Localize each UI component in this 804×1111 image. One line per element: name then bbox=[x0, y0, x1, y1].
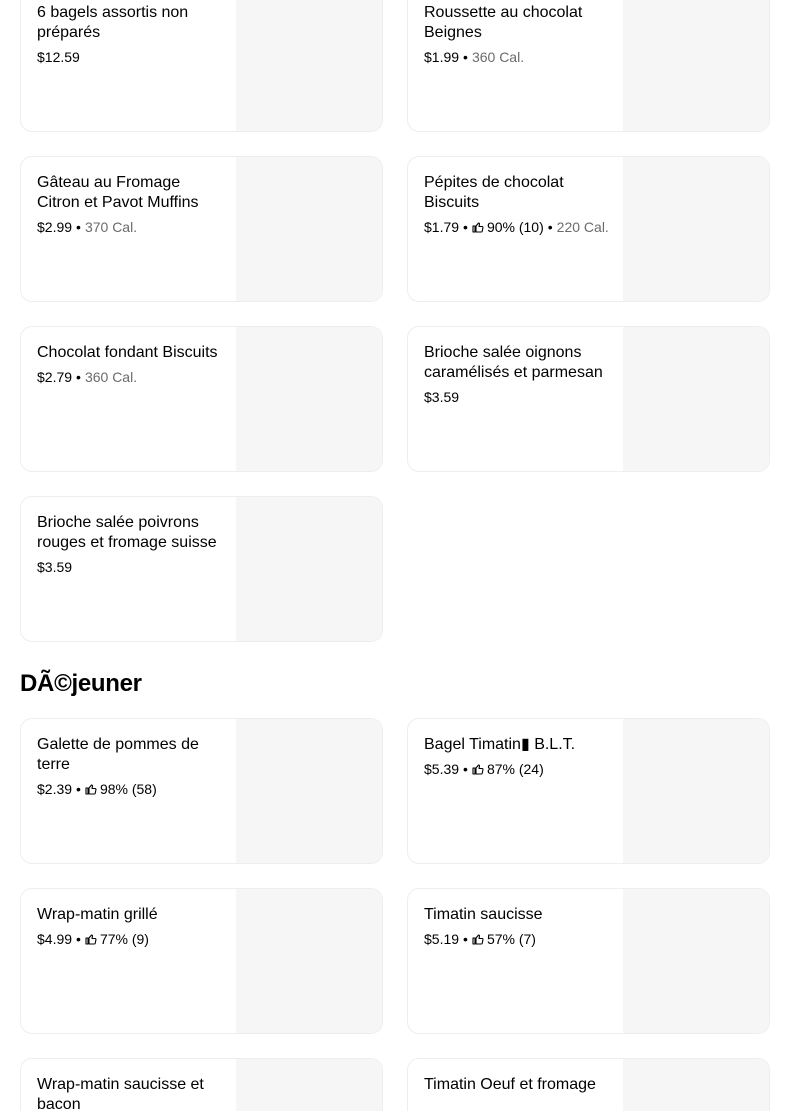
menu-item-rating: 90% (10) bbox=[486, 219, 544, 235]
menu-item-info bbox=[424, 735, 614, 779]
menu-item-name: Timatin saucisse bbox=[424, 906, 543, 923]
menu-item-image bbox=[623, 327, 769, 472]
menu-item-card[interactable] bbox=[407, 718, 770, 864]
menu-item-info bbox=[424, 1075, 614, 1095]
menu-item-meta bbox=[37, 929, 227, 949]
menu-item-price: $5.39 bbox=[424, 761, 460, 777]
menu-item-card[interactable] bbox=[20, 496, 383, 642]
separator-dot: • bbox=[76, 369, 81, 385]
menu-item-card[interactable] bbox=[407, 326, 770, 472]
thumbs-up-icon bbox=[85, 783, 97, 795]
menu-item-image bbox=[236, 1059, 382, 1111]
menu-item-name: Wrap-matin grillé bbox=[37, 906, 158, 923]
menu-item-price: $5.19 bbox=[424, 931, 460, 947]
menu-item-rating: 57% (7) bbox=[486, 931, 536, 947]
menu-item-name: Bagel Timatin▮ B.L.T. bbox=[424, 736, 576, 753]
menu-item-image bbox=[236, 497, 382, 642]
menu-item-info bbox=[37, 513, 227, 577]
menu-item-card[interactable] bbox=[407, 156, 770, 302]
menu-item-image bbox=[236, 157, 382, 302]
menu-item-meta bbox=[37, 367, 227, 387]
menu-item-info bbox=[37, 343, 227, 387]
menu-item-price: $2.79 bbox=[37, 369, 73, 385]
menu-item-calories: 370 Cal. bbox=[84, 219, 138, 235]
menu-item-image bbox=[236, 327, 382, 472]
menu-item-price: $3.59 bbox=[37, 559, 73, 575]
separator-dot: • bbox=[463, 49, 468, 65]
menu-item-name: Wrap-matin saucisse et bacon bbox=[37, 1076, 204, 1111]
menu-item-price: $2.99 bbox=[37, 219, 73, 235]
menu-item-info bbox=[424, 173, 614, 237]
menu-item-info bbox=[37, 3, 227, 67]
separator-dot: • bbox=[76, 219, 81, 235]
menu-item-name: Pépites de chocolat Biscuits bbox=[424, 174, 564, 211]
menu-item-calories: 220 Cal. bbox=[556, 219, 609, 235]
thumbs-up-icon bbox=[85, 933, 97, 945]
menu-item-meta bbox=[37, 779, 227, 799]
menu-item-info bbox=[424, 905, 614, 949]
menu-item-image bbox=[236, 889, 382, 1034]
thumbs-up-icon bbox=[472, 933, 484, 945]
menu-item-info bbox=[37, 173, 227, 237]
separator-dot: • bbox=[76, 931, 81, 947]
menu-item-calories: 360 Cal. bbox=[84, 369, 138, 385]
menu-item-card[interactable] bbox=[20, 888, 383, 1034]
menu-item-card[interactable] bbox=[407, 0, 770, 132]
thumbs-up-icon bbox=[472, 763, 484, 775]
lunch-item-grid bbox=[20, 718, 770, 1111]
separator-dot: • bbox=[547, 219, 553, 235]
menu-item-info bbox=[37, 735, 227, 799]
menu-item-rating: 77% (9) bbox=[99, 931, 149, 947]
menu-item-meta bbox=[37, 217, 227, 237]
menu-item-info bbox=[424, 3, 614, 67]
menu-item-info bbox=[424, 343, 614, 407]
menu-item-card[interactable] bbox=[20, 326, 383, 472]
menu-item-name: Gâteau au Fromage Citron et Pavot Muffins bbox=[37, 174, 199, 211]
menu-item-image bbox=[623, 889, 769, 1034]
breakfast-item-grid bbox=[20, 0, 770, 642]
menu-item-name: Brioche salée oignons caramélisés et parmesan bbox=[424, 344, 603, 381]
menu-item-price: $2.39 bbox=[37, 781, 73, 797]
menu-item-image bbox=[623, 0, 769, 132]
separator-dot: • bbox=[463, 761, 468, 777]
menu-item-meta bbox=[424, 387, 614, 407]
menu-item-image bbox=[236, 719, 382, 864]
menu-item-image bbox=[623, 157, 769, 302]
menu-item-rating: 98% (58) bbox=[99, 781, 157, 797]
menu-item-price: $4.99 bbox=[37, 931, 73, 947]
menu-item-name: Galette de pommes de terre bbox=[37, 736, 199, 773]
menu-item-price: $3.59 bbox=[424, 389, 460, 405]
menu-item-info bbox=[37, 905, 227, 949]
menu-item-price: $12.59 bbox=[37, 49, 80, 65]
menu-item-calories: 360 Cal. bbox=[471, 49, 525, 65]
separator-dot: • bbox=[463, 219, 468, 235]
menu-item-meta bbox=[424, 929, 614, 949]
menu-item-name: Chocolat fondant Biscuits bbox=[37, 344, 218, 361]
menu-item-name: Brioche salée poivrons rouges et fromage suisse bbox=[37, 514, 217, 551]
menu-item-rating: 87% (24) bbox=[486, 761, 544, 777]
menu-item-info bbox=[37, 1075, 227, 1111]
menu-item-card[interactable] bbox=[20, 156, 383, 302]
menu-item-meta bbox=[424, 217, 614, 237]
menu-item-price: $1.79 bbox=[424, 219, 460, 235]
menu-item-name: 6 bagels assortis non préparés bbox=[37, 4, 189, 41]
section-title: DÃ©jeuner bbox=[20, 670, 142, 697]
menu-item-card[interactable] bbox=[20, 718, 383, 864]
menu-item-meta bbox=[37, 47, 227, 67]
menu-item-card[interactable] bbox=[407, 888, 770, 1034]
menu-item-image bbox=[236, 0, 382, 132]
menu-item-image bbox=[623, 1059, 769, 1111]
menu-item-price: $1.99 bbox=[424, 49, 460, 65]
menu-item-card[interactable] bbox=[20, 1058, 383, 1111]
separator-dot: • bbox=[463, 931, 468, 947]
menu-item-image bbox=[623, 719, 769, 864]
menu-item-meta bbox=[37, 557, 227, 577]
thumbs-up-icon bbox=[472, 221, 484, 233]
menu-item-name: Roussette au chocolat Beignes bbox=[424, 4, 583, 41]
menu-item-card[interactable] bbox=[20, 0, 383, 132]
menu-item-card[interactable] bbox=[407, 1058, 770, 1111]
separator-dot: • bbox=[76, 781, 81, 797]
menu-item-meta bbox=[424, 47, 614, 67]
menu-item-meta bbox=[424, 759, 614, 779]
menu-item-name: Timatin Oeuf et fromage bbox=[424, 1076, 596, 1093]
